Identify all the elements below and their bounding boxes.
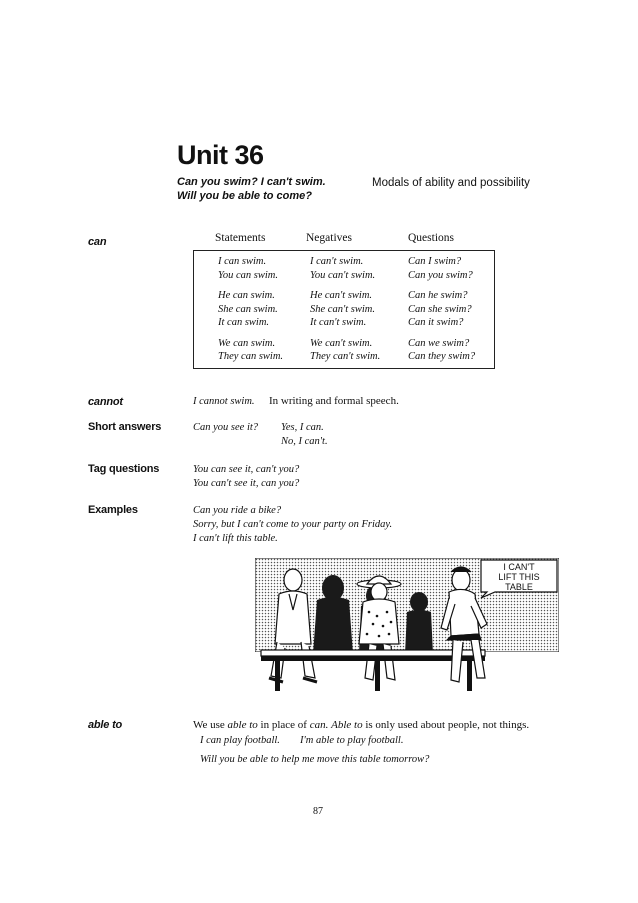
topic-label: Modals of ability and possibility [372,177,530,189]
side-label-short-answers: Short answers [88,421,162,433]
side-label-able-to: able to [88,719,123,731]
table-cell: They can't swim. [310,351,381,362]
table-cell: I can't swim. [310,256,364,267]
side-label-tag-questions: Tag questions [88,463,160,475]
table-cell: Can you swim? [408,269,473,281]
able-to-example-3: Will you be able to help me move this table tomorrow? [200,754,430,765]
speech-text-line-3: TABLE [505,582,533,592]
table-header-statements: Statements [215,232,266,244]
example-line-1: Can you ride a bike? [193,505,282,516]
side-label-examples: Examples [88,504,138,516]
able-to-term-3: Able to [331,719,363,731]
able-to-term-2: can. [309,719,329,731]
table-cell: Can it swim? [408,317,464,328]
table-cell: Can we swim? [408,337,470,349]
able-to-example-1: I can play football. [200,735,280,746]
page-number: 87 [313,806,323,817]
cartoon-illustration [255,558,559,700]
short-answer-question: Can you see it? [193,422,259,433]
table-cell: She can swim. [218,303,278,315]
subtitle-line-2: Will you be able to come? [177,190,312,202]
example-line-3: I can't lift this table. [193,533,278,544]
table-column-statements [218,255,283,364]
table-column-negatives [310,255,380,364]
table-cell: It can swim. [218,317,270,328]
side-label-can: can [88,236,107,248]
example-line-2: Sorry, but I can't come to your party on Friday. [193,519,393,530]
able-to-example-2: I'm able to play football. [300,735,404,746]
table-cell: You can swim. [218,269,279,281]
table-cell: Can they swim? [408,351,476,362]
able-to-post: is only used about people, not things. [362,719,530,731]
table-cell: Can I swim? [408,256,462,267]
tag-question-2: You can't see it, can you? [193,478,300,489]
table-cell: He can swim. [218,290,275,301]
table-cell: Can she swim? [408,303,472,315]
table-column-questions [408,255,475,364]
able-to-mid-1: in place of [257,719,310,731]
subtitle-line-1: Can you swim? I can't swim. [177,176,326,188]
table-cell: We can swim. [218,337,276,349]
table-cell: She can't swim. [310,303,375,315]
table-header-negatives: Negatives [306,232,352,244]
tag-question-1: You can see it, can't you? [193,464,300,475]
table-cell: It can't swim. [310,317,367,328]
short-answer-no: No, I can't. [281,436,328,447]
table-cell: I can swim. [218,256,267,267]
speech-text-line-2: LIFT THIS [498,572,540,582]
table-cell: Can he swim? [408,290,468,301]
table-header-questions: Questions [408,232,454,244]
cannot-example: I cannot swim. [193,396,255,407]
table-cell: We can't swim. [310,337,373,349]
able-to-explanation [193,719,529,731]
table-cell: You can't swim. [310,269,376,281]
able-to-pre: We use [193,719,228,731]
unit-title: Unit 36 [177,140,264,170]
table-cell: He can't swim. [310,290,373,301]
cannot-note: In writing and formal speech. [269,395,399,407]
table-cell: They can swim. [218,351,284,362]
short-answer-yes: Yes, I can. [281,422,324,433]
speech-text-line-1: I CAN'T [503,562,535,572]
side-label-cannot: cannot [88,396,123,408]
able-to-term-1: able to [227,719,258,731]
